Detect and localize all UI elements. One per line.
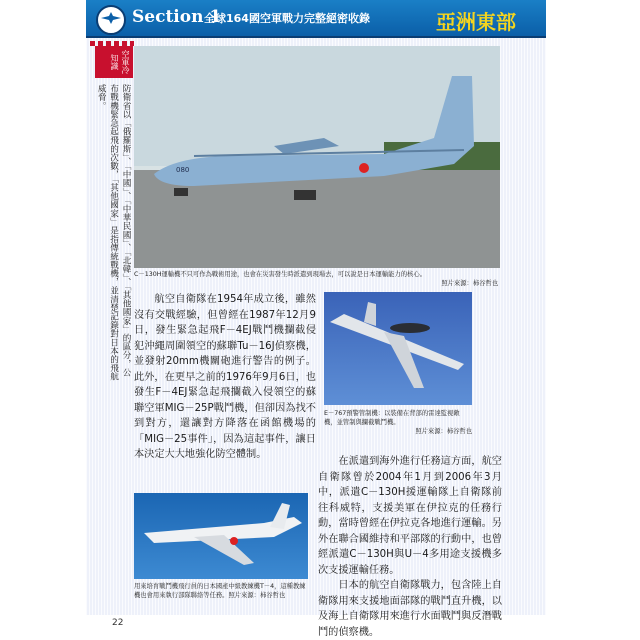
e767-credit: 照片來源：柿谷哲也 [415, 428, 472, 435]
c130-caption [134, 270, 498, 288]
c130-caption-text: C－130H運輸機不只可作為戰術用途，也會在災害發生時派遣到現場去，可以說是日本運輸能力的核心。 [134, 271, 426, 278]
body-paragraph: 航空自衛隊在1954年成立後，雖然沒有交戰經驗，但曾經在1987年12月9日，發生緊急起飛F－4EJ戰鬥機攔截侵犯沖繩周圍領空的蘇聯Tu－16J偵察機，並發射20mm機關砲進行警告的例子。此外，在更早之前的1976年9月6日，也發生F－4EJ緊急起飛攔截入侵領空的蘇聯空軍MIG－25P戰鬥機，但卻因為找不到對方，還讓對方降落在函館機場的「MIG－25事件」，因為這起事件，讓日本決定大大地強化防空體制。 [134, 294, 316, 460]
t4-caption: 用來培育戰鬥機飛行員的日本國產中級教練機T－4，這種教練機也會用來執行部隊聯絡等任務。照片來源：柿谷哲也 [134, 583, 306, 599]
region-title: 亞洲東部 [436, 10, 516, 34]
body-column-right [318, 454, 502, 640]
emblem-icon [96, 5, 126, 35]
e767-caption-text: E－767預警管制機：以裝備在背部的雷達監視敵機，並管制與攔截戰鬥機。 [324, 410, 460, 426]
e767-caption [324, 409, 472, 436]
aircraft-serial: 080 [176, 166, 190, 174]
c130-credit: 照片來源：柿谷哲也 [441, 280, 498, 287]
section-subtitle: 全球164國空軍戰力完整絕密收錄 [204, 12, 370, 25]
body-column-left [134, 292, 316, 463]
t4-photo [134, 493, 308, 579]
trivia-text: 防衛省以「俄羅斯」、「中國」、「中華民國」、「北韓」、「其他國家」的區分，公布戰機緊急起飛的次數，「其他國家」是指傳統戰機，並清楚記錄對日本的飛航威脅。 [96, 84, 131, 381]
c130-photo [134, 46, 500, 268]
trivia-tag: 空軍冷知識 [95, 46, 133, 78]
body-paragraph: 在派遣到海外進行任務這方面，航空自衛隊曾於2004年1月到2006年3月中，派遣C－130H援運輸隊上自衛隊前往科威特，支援美軍在伊拉克的任務行動，當時曾經在伊拉克各地進行運輸。另外在聯合國維持和平部隊的行動中，也曾經派遣C－130H與U－4多用途支援機多次支援運輸任務。 [318, 456, 502, 576]
section-label: Section 1 [132, 7, 222, 27]
page-number: 22 [112, 618, 124, 628]
body-paragraph: 日本的航空自衛隊戰力，包含陸上自衛隊用來支援地面部隊的戰鬥直升機，以及海上自衛隊用來進行水面戰鬥與反潛戰鬥的偵察機。 [318, 580, 502, 638]
e767-photo [324, 292, 472, 405]
